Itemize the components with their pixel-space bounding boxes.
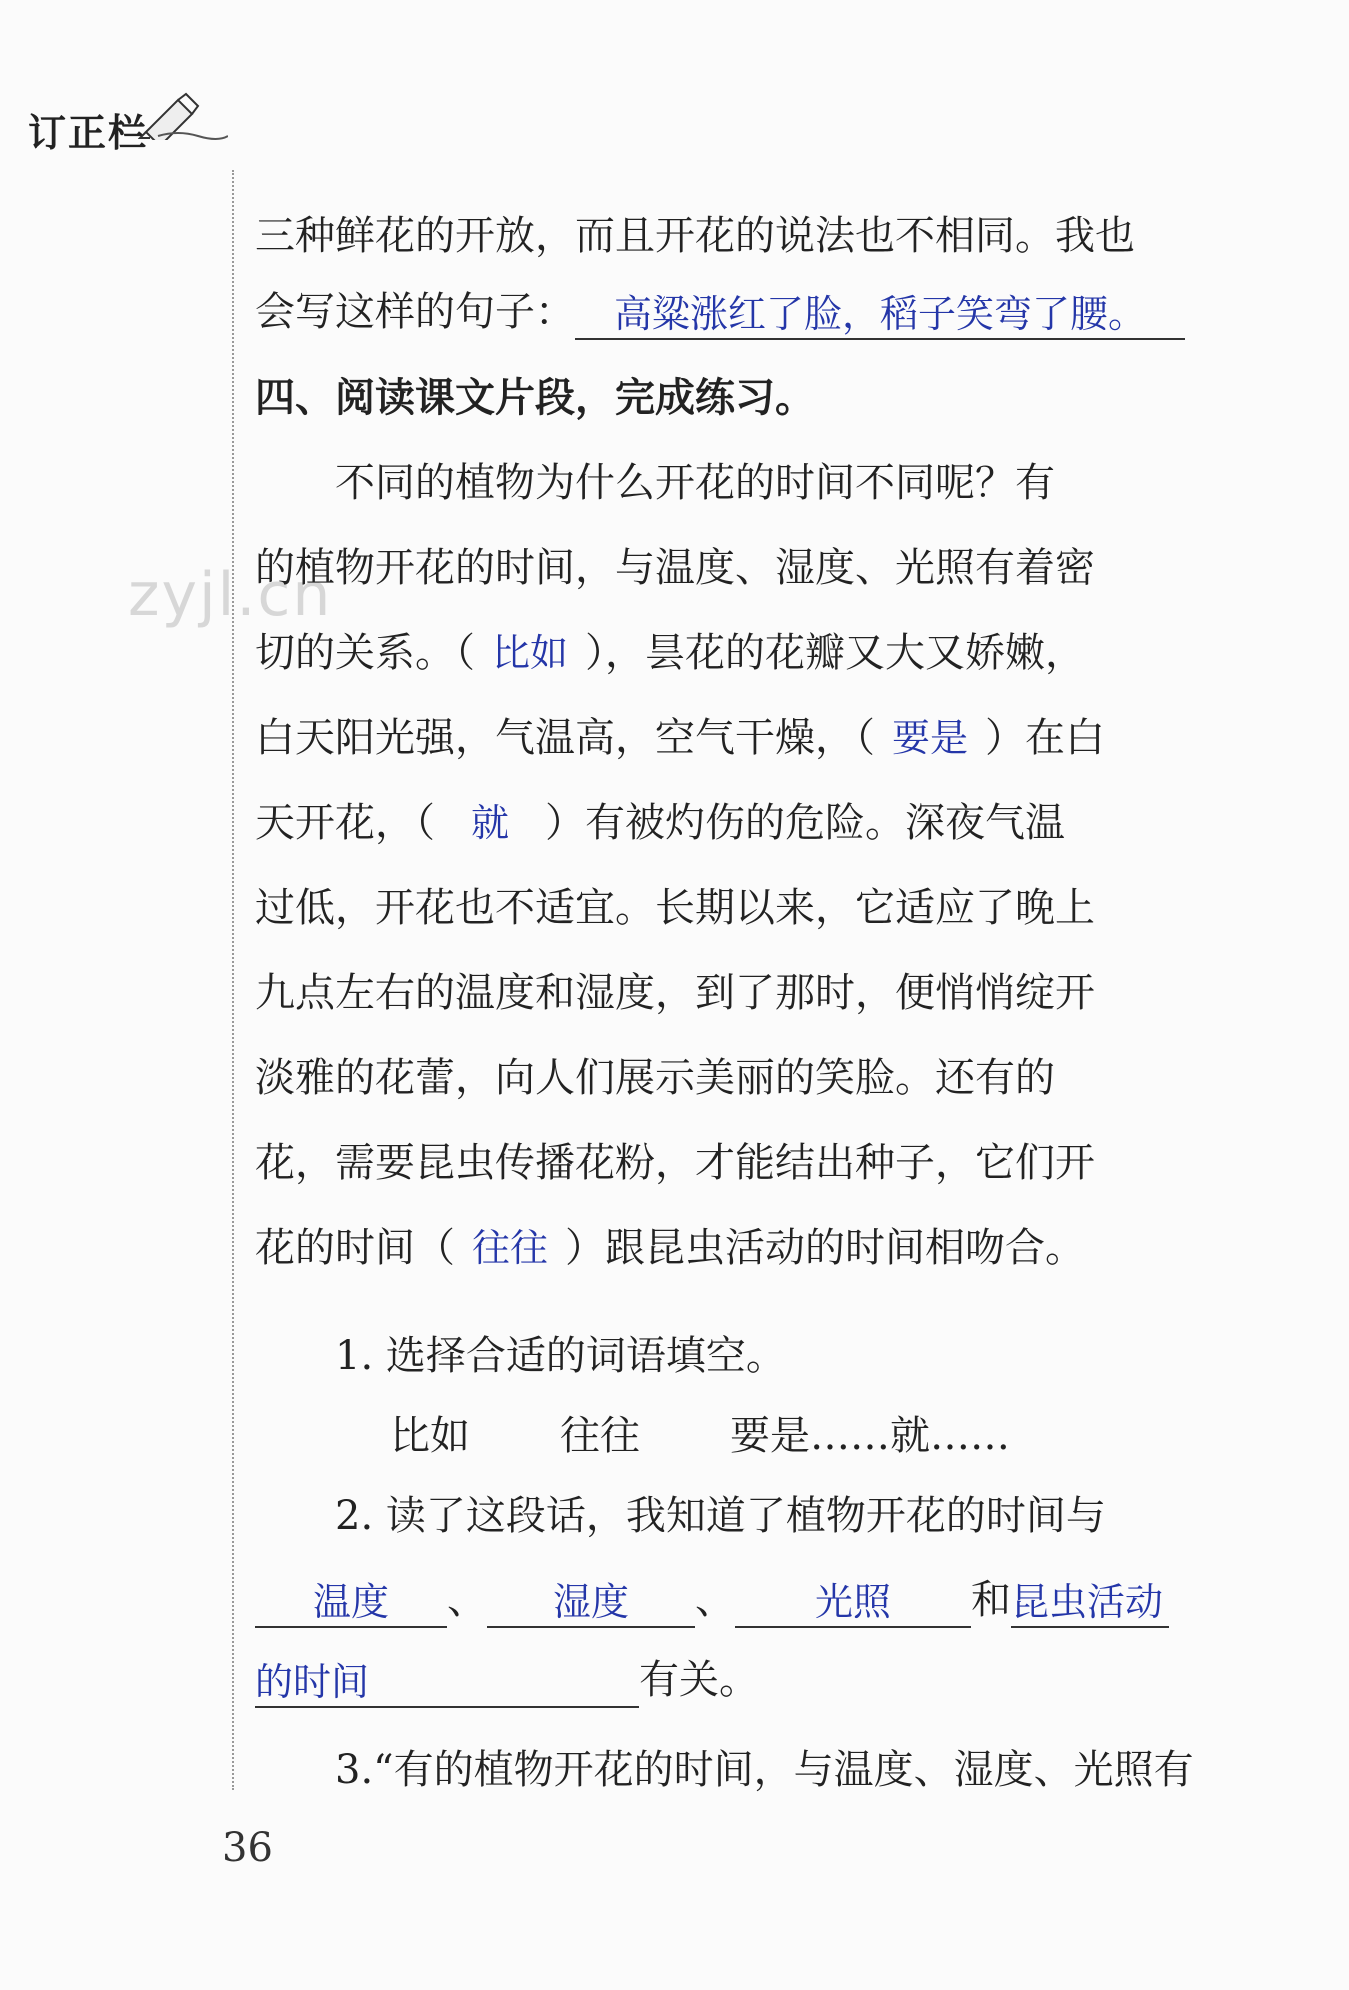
answer-blank bbox=[255, 1654, 639, 1708]
separator: 、 bbox=[695, 1577, 735, 1623]
handwritten-answer: 昆虫活动 bbox=[1011, 1580, 1164, 1624]
passage-line: 花，需要昆虫传播花粉，才能结出种子，它们开 bbox=[255, 1140, 1095, 1186]
passage-text: ）有被灼伤的危险。深夜气温 bbox=[545, 800, 1065, 846]
passage-text: 白天阳光强，气温高，空气干燥，（ bbox=[255, 715, 875, 761]
text-line bbox=[255, 208, 1205, 264]
handwritten-answer: 湿度 bbox=[552, 1580, 629, 1624]
passage-line: 不同的植物为什么开花的时间不同呢？有 bbox=[255, 460, 1055, 506]
separator: 、 bbox=[447, 1577, 487, 1623]
passage-line bbox=[255, 1220, 1205, 1276]
pencil-icon bbox=[138, 92, 228, 140]
answer-blank bbox=[487, 1574, 695, 1628]
passage-line: 九点左右的温度和湿度，到了那时，便悄悄绽开 bbox=[255, 970, 1095, 1016]
handwritten-answer: 温度 bbox=[312, 1580, 389, 1624]
margin-divider bbox=[232, 170, 234, 1790]
section-heading: 四、阅读课文片段，完成练习。 bbox=[255, 375, 815, 421]
handwritten-answer: 的时间 bbox=[255, 1660, 370, 1704]
passage-line: 淡雅的花蕾，向人们展示美丽的笑脸。还有的 bbox=[255, 1055, 1055, 1101]
passage-text: 花的时间（ bbox=[255, 1225, 455, 1271]
handwritten-answer: 高粱涨红了脸，稻子笑弯了腰。 bbox=[613, 292, 1146, 336]
page-number: 36 bbox=[222, 1825, 273, 1871]
correction-column-title: 订正栏 bbox=[28, 111, 149, 155]
word-bank bbox=[390, 1408, 1090, 1464]
word-option: 比如 bbox=[390, 1413, 470, 1459]
passage-line bbox=[255, 710, 1205, 766]
passage-text: 切的关系。（ bbox=[255, 630, 475, 676]
question-3: 3.“有的植物开花的时间，与温度、湿度、光照有 bbox=[335, 1747, 1194, 1793]
passage-text: ）跟昆虫活动的时间相吻合。 bbox=[565, 1225, 1085, 1271]
handwritten-answer: 要是 bbox=[891, 716, 968, 760]
passage-text: ），昙花的花瓣又大又娇嫩， bbox=[585, 630, 1085, 676]
passage-line bbox=[255, 795, 1205, 851]
question-2: 2. 读了这段话，我知道了植物开花的时间与 bbox=[335, 1493, 1106, 1539]
text-line bbox=[255, 284, 1205, 340]
handwritten-answer: 光照 bbox=[814, 1580, 891, 1624]
passage-line: 的植物开花的时间，与温度、湿度、光照有着密 bbox=[255, 545, 1095, 591]
passage-line: 过低，开花也不适宜。长期以来，它适应了晚上 bbox=[255, 885, 1095, 931]
handwritten-answer: 比如 bbox=[491, 631, 568, 675]
answer-blank bbox=[1011, 1574, 1169, 1628]
question-1: 1. 选择合适的词语填空。 bbox=[335, 1333, 786, 1379]
text-line-content: 三种鲜花的开放，而且开花的说法也不相同。我也 bbox=[255, 213, 1135, 259]
handwritten-answer: 往往 bbox=[471, 1226, 548, 1270]
answer-blank bbox=[735, 1574, 971, 1628]
passage-text: 天开花，（ bbox=[255, 800, 435, 846]
passage-line bbox=[255, 625, 1205, 681]
text-line-prefix: 会写这样的句子： bbox=[255, 289, 575, 335]
question-2-answers-cont bbox=[255, 1652, 1205, 1708]
answer-blank bbox=[575, 286, 1185, 340]
answer-blank bbox=[255, 1574, 447, 1628]
passage-text: ）在白 bbox=[985, 715, 1105, 761]
question-text: 有关。 bbox=[639, 1657, 759, 1703]
handwritten-answer: 就 bbox=[470, 801, 509, 845]
word-option: 要是……就…… bbox=[730, 1413, 1010, 1459]
question-2-answers bbox=[255, 1572, 1205, 1628]
word-option: 往往 bbox=[560, 1413, 640, 1459]
watermark: zyjl.cn bbox=[128, 560, 333, 630]
conjunction: 和 bbox=[971, 1577, 1011, 1623]
